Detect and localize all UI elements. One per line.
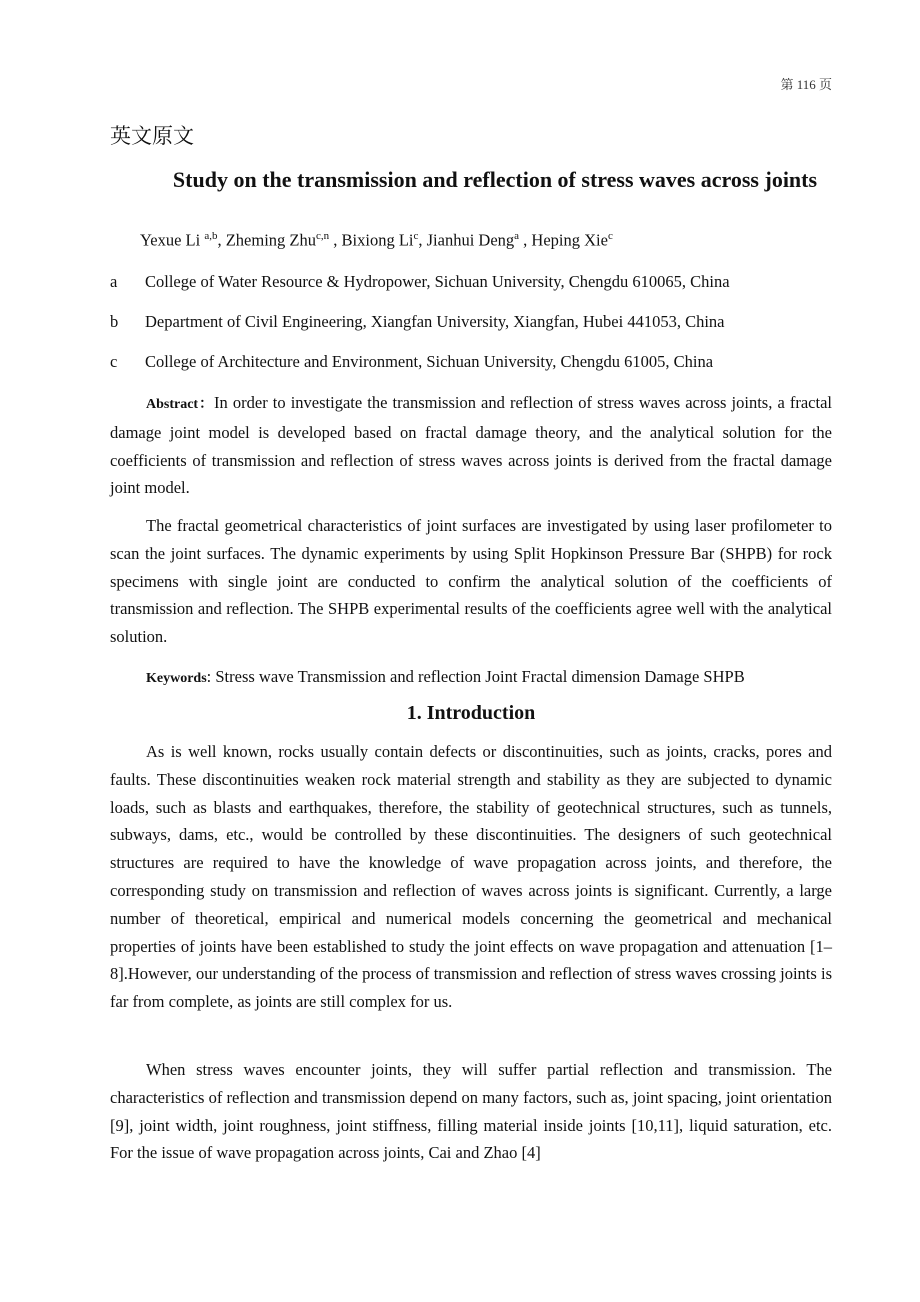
section-heading-introduction: 1. Introduction: [406, 702, 536, 724]
affiliation-text: College of Architecture and Environment, Sichuan University, Chengdu 61005, China: [145, 352, 714, 371]
author-list: [140, 230, 613, 251]
affiliation: [110, 352, 713, 372]
affiliation-letter: c: [110, 352, 118, 371]
affiliation-letter: a: [110, 272, 118, 291]
keywords-line: [110, 663, 832, 693]
keywords-text: : Stress wave Transmission and reflection Joint Fractal dimension Damage SHPB: [206, 667, 745, 686]
page-number: 第 116 页: [780, 77, 832, 92]
abstract-label: Abstract：: [146, 397, 215, 412]
paper-title: Study on the transmission and reflection of stress waves across joints: [172, 167, 818, 192]
abstract-paragraph-2: The fractal geometrical characteristics of joint surfaces are investigated by using laser profilometer to scan the joint surfaces. The dynamic experiments by using Split Hopkinson Pressure Bar (SHPB) for rock specimens with single joint are conducted to confirm the analytical solution of the coefficients of transmission and reflection. The SHPB experimental results of the coefficients agree well with the analytical solution.: [110, 516, 832, 647]
author-affil-mark: a,b: [204, 230, 218, 242]
author-affil-mark: c: [607, 230, 613, 242]
section-heading: 英文原文: [110, 124, 194, 148]
author-separator: ,: [519, 230, 532, 250]
affiliation-letter: b: [110, 312, 119, 331]
affiliation: [110, 272, 730, 292]
affiliation-text: Department of Civil Engineering, Xiangfan University, Xiangfan, Hubei 441053, China: [145, 312, 725, 331]
author-separator: ,: [329, 230, 342, 250]
author-name: Zheming Zhu: [225, 230, 316, 250]
author-name: Jianhui Deng: [426, 230, 515, 250]
body-paragraph: When stress waves encounter joints, they will suffer partial reflection and transmission. The characteristics of reflection and transmission depend on many factors, such as, joint spacing, joint orientation [9], joint width, joint roughness, joint stiffness, filling material inside joints [10,11], liquid saturation, etc. For the issue of wave propagation across joints, Cai and Zhao [4]: [110, 1060, 832, 1163]
affiliation: [110, 312, 725, 332]
keywords-label: Keywords: [146, 671, 207, 686]
author-affil-mark: a: [514, 230, 520, 242]
affiliation-text: College of Water Resource & Hydropower, Sichuan University, Chengdu 610065, China: [145, 272, 730, 291]
abstract-paragraph: [110, 389, 832, 502]
body-paragraph: As is well known, rocks usually contain defects or discontinuities, such as joints, cracks, pores and faults. These discontinuities weaken rock material strength and stability as they are subjected to dynamic loads, such as blasts and earthquakes, therefore, the stability of geotechnical structures, such as tunnels, subways, dams, etc., would be controlled by these discontinuities. The designers of such geotechnical structures are required to have the knowledge of wave propagation across joints, and therefore, the corresponding study on transmission and reflection of waves across joints is significant. Currently, a large number of theoretical, empirical and numerical models concerning the geometrical and mechanical properties of joints have been established to study the joint effects on wave propagation and attenuation [1–8].However, our understanding of the process of transmission and reflection of stress waves crossing joints is far from complete, as joints are still complex for us.: [110, 742, 832, 1012]
author-name: Bixiong Li: [341, 230, 414, 250]
author-separator: ,: [418, 230, 427, 250]
author-separator: ,: [217, 230, 226, 250]
author-affil-mark: c: [413, 230, 419, 242]
author-affil-mark: c,n: [316, 230, 330, 242]
author-name: Heping Xie: [531, 230, 608, 250]
author-name: Yexue Li: [140, 230, 201, 250]
abstract-text: In order to investigate the transmission and reflection of stress waves across joints, a fractal damage joint model is developed based on fractal damage theory, and the analytical solution for the coefficients of transmission and reflection of stress waves across joints is derived from the fractal damage joint model.: [110, 393, 832, 498]
